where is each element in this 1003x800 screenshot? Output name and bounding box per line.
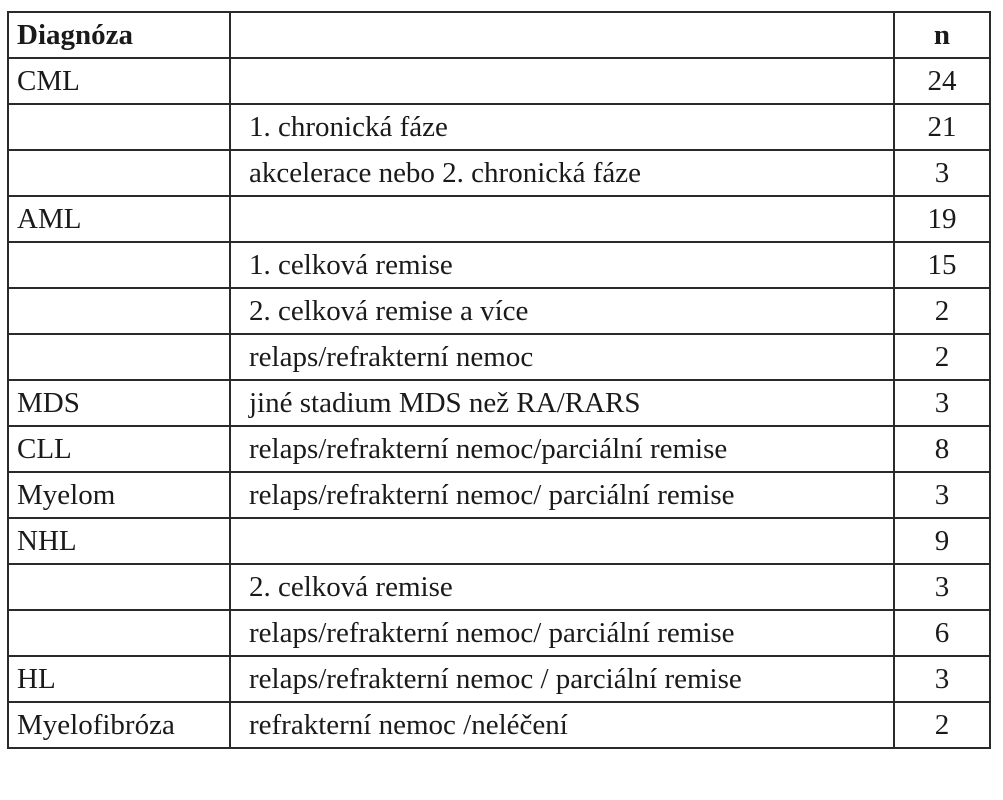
- cell-diagnosis: CLL: [8, 426, 230, 472]
- cell-n: 3: [894, 656, 990, 702]
- cell-stage: [230, 196, 894, 242]
- table-row: [8, 196, 990, 242]
- header-diagnosis: Diagnóza: [8, 12, 230, 58]
- diagnosis-table: [7, 11, 991, 749]
- cell-n: 9: [894, 518, 990, 564]
- cell-stage: relaps/refrakterní nemoc: [230, 334, 894, 380]
- cell-diagnosis: Myelom: [8, 472, 230, 518]
- cell-n: 19: [894, 196, 990, 242]
- cell-diagnosis: NHL: [8, 518, 230, 564]
- table-row: [8, 380, 990, 426]
- cell-diagnosis: [8, 104, 230, 150]
- cell-stage: [230, 518, 894, 564]
- cell-diagnosis: AML: [8, 196, 230, 242]
- table-row: [8, 150, 990, 196]
- cell-diagnosis: HL: [8, 656, 230, 702]
- cell-stage: relaps/refrakterní nemoc/parciální remise: [230, 426, 894, 472]
- table-row: [8, 564, 990, 610]
- cell-stage: relaps/refrakterní nemoc / parciální remise: [230, 656, 894, 702]
- table-row: [8, 472, 990, 518]
- header-n: n: [894, 12, 990, 58]
- cell-n: 3: [894, 472, 990, 518]
- cell-stage: refrakterní nemoc /neléčení: [230, 702, 894, 748]
- table-row: [8, 104, 990, 150]
- cell-stage: relaps/refrakterní nemoc/ parciální remise: [230, 610, 894, 656]
- table-row: [8, 242, 990, 288]
- cell-stage: 2. celková remise a více: [230, 288, 894, 334]
- cell-n: 2: [894, 288, 990, 334]
- cell-stage: akcelerace nebo 2. chronická fáze: [230, 150, 894, 196]
- table-row: [8, 610, 990, 656]
- cell-stage: 1. celková remise: [230, 242, 894, 288]
- table-row: [8, 518, 990, 564]
- cell-diagnosis: Myelofibróza: [8, 702, 230, 748]
- table-row: [8, 334, 990, 380]
- table-row: [8, 426, 990, 472]
- cell-n: 2: [894, 334, 990, 380]
- header-stage: [230, 12, 894, 58]
- cell-diagnosis: [8, 242, 230, 288]
- cell-diagnosis: [8, 564, 230, 610]
- table-row: [8, 702, 990, 748]
- cell-diagnosis: [8, 288, 230, 334]
- cell-n: 21: [894, 104, 990, 150]
- table-row: [8, 656, 990, 702]
- cell-n: 6: [894, 610, 990, 656]
- cell-n: 2: [894, 702, 990, 748]
- cell-stage: jiné stadium MDS než RA/RARS: [230, 380, 894, 426]
- cell-n: 3: [894, 150, 990, 196]
- table-row: [8, 288, 990, 334]
- cell-diagnosis: MDS: [8, 380, 230, 426]
- cell-diagnosis: [8, 334, 230, 380]
- cell-n: 3: [894, 564, 990, 610]
- cell-diagnosis: [8, 610, 230, 656]
- cell-stage: relaps/refrakterní nemoc/ parciální remise: [230, 472, 894, 518]
- cell-diagnosis: [8, 150, 230, 196]
- cell-stage: [230, 58, 894, 104]
- cell-n: 15: [894, 242, 990, 288]
- cell-diagnosis: CML: [8, 58, 230, 104]
- table-row: [8, 58, 990, 104]
- cell-n: 8: [894, 426, 990, 472]
- diagnosis-table-container: [7, 11, 991, 749]
- cell-stage: 2. celková remise: [230, 564, 894, 610]
- table-header-row: [8, 12, 990, 58]
- cell-stage: 1. chronická fáze: [230, 104, 894, 150]
- cell-n: 24: [894, 58, 990, 104]
- cell-n: 3: [894, 380, 990, 426]
